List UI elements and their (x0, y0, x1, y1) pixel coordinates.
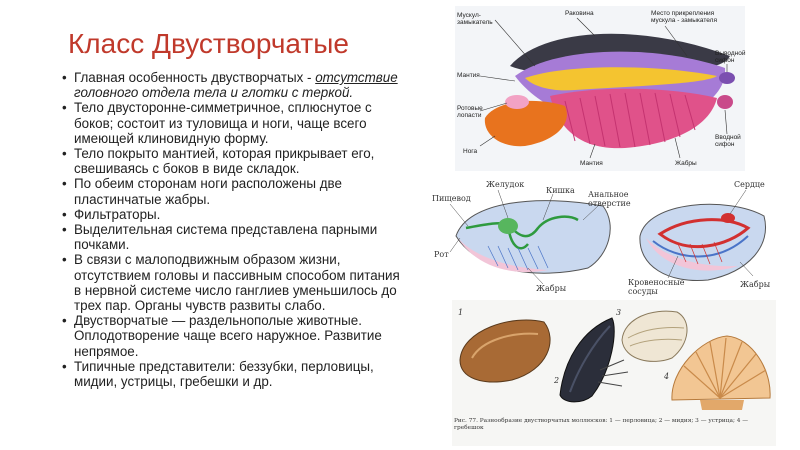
label-intestine: Кишка (546, 186, 575, 195)
label-blood-vessels: Кровеносные сосуды (628, 278, 685, 296)
label-mouth: Рот (434, 250, 449, 259)
label-gills-right: Жабры (740, 280, 771, 289)
label-in-siphon: Вводной сифон (715, 134, 741, 148)
bullet-item (62, 70, 410, 100)
label-foot: Нога (463, 148, 478, 155)
label-muscle-attach: Место прикрепления мускула - замыкателя (651, 10, 717, 24)
bullet-item: • Тело двусторонне-симметричное, сплюснутое с боков; состоит из туловища и ноги, чаще всего имеющей клиновидную форму. (62, 100, 410, 146)
label-number-4: 4 (664, 372, 670, 381)
label-out-siphon: Выводной сифон (715, 50, 746, 64)
bullet-list (62, 70, 410, 389)
bullet-item: • Выделительная система представлена парными почками. (62, 222, 410, 252)
bullet-item: • По обеим сторонам ноги расположены две пластинчатые жабры. (62, 176, 410, 206)
bullet-text: Главная особенность двустворчатых - (74, 70, 316, 85)
label-gills: Жабры (675, 160, 697, 167)
bivalve-anatomy-drawing (455, 6, 745, 171)
label-mantle-left: Мантия (457, 72, 480, 79)
label-heart: Сердце (734, 180, 765, 189)
page-title: Класс Двустворчатые (68, 28, 349, 59)
label-muscle-closer: Мускул- замыкатель (457, 12, 493, 26)
label-number-3: 3 (616, 308, 622, 317)
bivalve-diversity-figure (452, 300, 776, 446)
bullet-item: • Двустворчатые — раздельнополые животные. Оплодотворение чаще всего наружное. Развитие непрямое. (62, 313, 410, 359)
label-anal-opening: Анальное отверстие (588, 190, 631, 208)
bullet-item: • Типичные представители: беззубки, перловицы, мидии, устрицы, гребешки и др. (62, 359, 410, 389)
bullet-underlined-text: отсутствие (315, 70, 398, 85)
figure-caption: Рис. 77. Разнообразие двустворчатых моллюсков: 1 — перловица; 2 — мидия; 3 — устрица; 4 — гребешок (454, 418, 749, 431)
label-number-1: 1 (458, 308, 464, 317)
bullet-item: • В связи с малоподвижным образом жизни, отсутствием головы и пассивным способом питания в нервной системе число ганглиев уменьшилось до трех пар. Органы чувств развиты слабо. (62, 252, 410, 313)
label-gills-left: Жабры (536, 284, 567, 293)
label-esophagus: Пищевод (432, 194, 471, 203)
label-mouth-lobes: Ротовые лопасти (457, 105, 483, 119)
label-number-2: 2 (554, 376, 560, 385)
label-shell: Раковина (565, 10, 594, 17)
bivalve-anatomy-figure (455, 6, 745, 171)
label-mantle-bottom: Мантия (580, 160, 603, 167)
bivalve-systems-figure (428, 176, 786, 300)
bullet-item: • Тело покрыто мантией, которая прикрывает его, свешиваясь с боков в виде складок. (62, 146, 410, 176)
label-stomach: Желудок (486, 180, 525, 189)
bullet-italic-text: головного отдела тела и глотки с теркой. (74, 85, 354, 101)
bivalve-diversity-drawing (452, 300, 776, 418)
bullet-item: • Фильтраторы. (62, 207, 410, 222)
